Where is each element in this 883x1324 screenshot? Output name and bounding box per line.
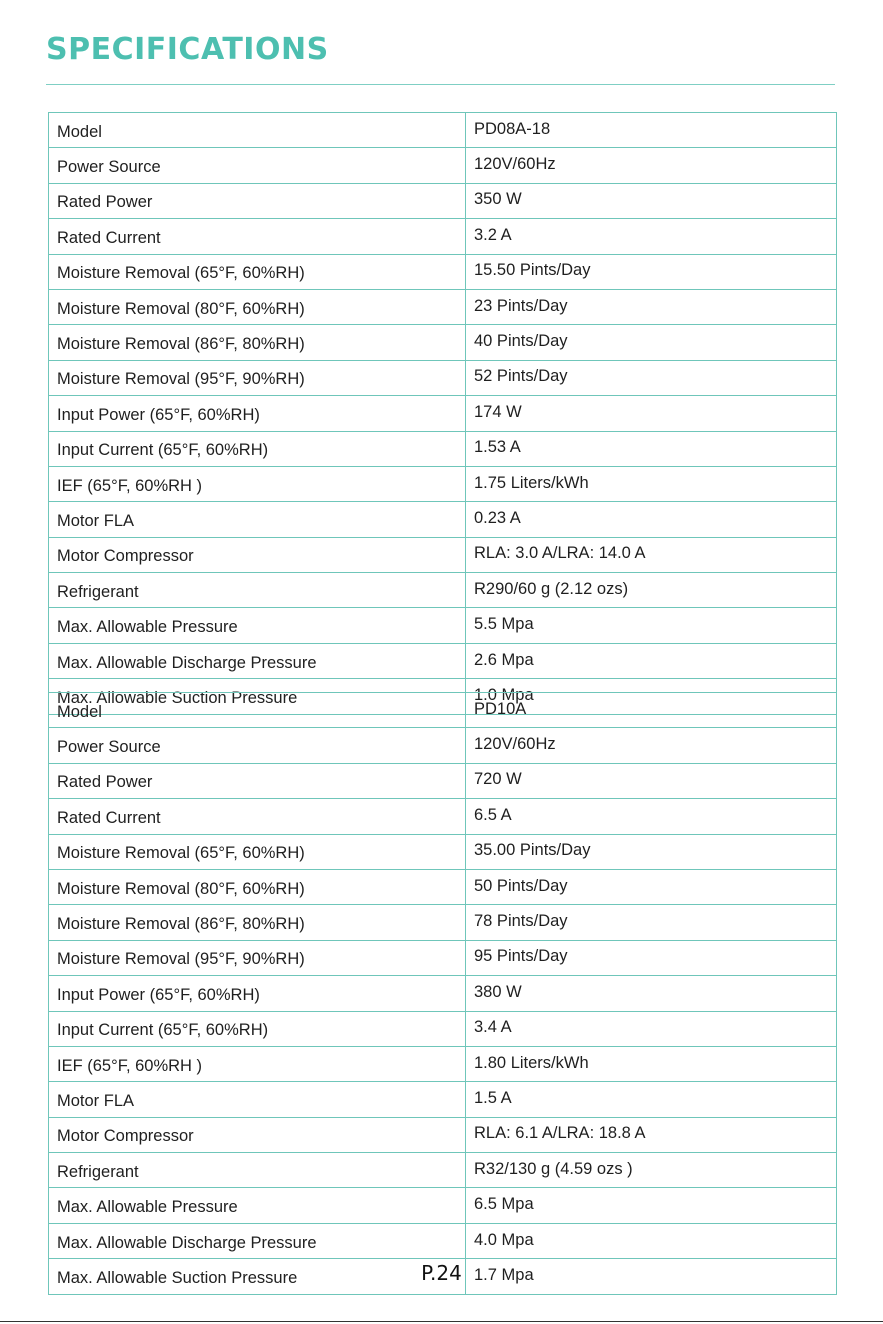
spec-label: Input Power (65°F, 60%RH): [49, 396, 466, 431]
spec-row: [49, 573, 837, 608]
spec-row: [49, 325, 837, 360]
spec-label: Input Current (65°F, 60%RH): [49, 1011, 466, 1046]
spec-row: [49, 254, 837, 289]
spec-label: IEF (65°F, 60%RH ): [49, 1046, 466, 1081]
spec-row: [49, 502, 837, 537]
spec-label: IEF (65°F, 60%RH ): [49, 466, 466, 501]
spec-row: [49, 728, 837, 763]
spec-row: [49, 289, 837, 324]
footer-divider: [0, 1321, 883, 1322]
spec-row: [49, 905, 837, 940]
spec-row: [49, 1046, 837, 1081]
spec-label: Max. Allowable Discharge Pressure: [49, 1223, 466, 1258]
spec-row: [49, 1117, 837, 1152]
spec-row: [49, 976, 837, 1011]
spec-label: Input Power (65°F, 60%RH): [49, 976, 466, 1011]
spec-row: [49, 466, 837, 501]
spec-row: [49, 219, 837, 254]
spec-table-pd10a: [48, 692, 837, 1295]
page-title: SPECIFICATIONS: [46, 32, 329, 67]
spec-label: Max. Allowable Pressure: [49, 1188, 466, 1223]
spec-label: Rated Power: [49, 763, 466, 798]
spec-label: Motor Compressor: [49, 1117, 466, 1152]
spec-label: Input Current (65°F, 60%RH): [49, 431, 466, 466]
spec-label: Model: [49, 693, 466, 728]
spec-row: [49, 148, 837, 183]
spec-label: Motor FLA: [49, 502, 466, 537]
spec-table-body: [49, 113, 837, 715]
spec-label: Rated Current: [49, 799, 466, 834]
spec-table-pd08a: [48, 112, 837, 715]
page-number: P.24: [421, 1261, 462, 1285]
spec-value: 5.5 Mpa: [466, 608, 837, 643]
spec-value: RLA: 6.1 A/LRA: 18.8 A: [466, 1117, 837, 1152]
spec-value: 78 Pints/Day: [466, 905, 837, 940]
spec-value: 15.50 Pints/Day: [466, 254, 837, 289]
spec-value: 95 Pints/Day: [466, 940, 837, 975]
title-divider: [46, 84, 835, 85]
spec-value: 120V/60Hz: [466, 148, 837, 183]
spec-value: RLA: 3.0 A/LRA: 14.0 A: [466, 537, 837, 572]
spec-label: Rated Power: [49, 183, 466, 218]
spec-label: Motor Compressor: [49, 537, 466, 572]
spec-label: Refrigerant: [49, 573, 466, 608]
spec-label: Max. Allowable Suction Pressure: [49, 1259, 466, 1294]
spec-value: 2.6 Mpa: [466, 643, 837, 678]
spec-value: 1.7 Mpa: [466, 1259, 837, 1294]
spec-row: [49, 183, 837, 218]
spec-label: Moisture Removal (86°F, 80%RH): [49, 905, 466, 940]
spec-label: Moisture Removal (86°F, 80%RH): [49, 325, 466, 360]
spec-label: Moisture Removal (95°F, 90%RH): [49, 940, 466, 975]
spec-value: R290/60 g (2.12 ozs): [466, 573, 837, 608]
spec-row: [49, 360, 837, 395]
spec-value: 1.0 Mpa: [466, 679, 837, 714]
spec-value: 720 W: [466, 763, 837, 798]
spec-label: Moisture Removal (95°F, 90%RH): [49, 360, 466, 395]
spec-label: Motor FLA: [49, 1082, 466, 1117]
spec-label: Power Source: [49, 728, 466, 763]
spec-label: Max. Allowable Pressure: [49, 608, 466, 643]
spec-value: 0.23 A: [466, 502, 837, 537]
spec-value: 1.5 A: [466, 1082, 837, 1117]
spec-value: 350 W: [466, 183, 837, 218]
spec-label: Moisture Removal (65°F, 60%RH): [49, 254, 466, 289]
spec-label: Refrigerant: [49, 1153, 466, 1188]
spec-value: 52 Pints/Day: [466, 360, 837, 395]
spec-value: 50 Pints/Day: [466, 869, 837, 904]
spec-value: 35.00 Pints/Day: [466, 834, 837, 869]
spec-label: Model: [49, 113, 466, 148]
spec-row: [49, 537, 837, 572]
spec-value: 380 W: [466, 976, 837, 1011]
spec-value: PD08A-18: [466, 113, 837, 148]
spec-label: Moisture Removal (65°F, 60%RH): [49, 834, 466, 869]
spec-row: [49, 113, 837, 148]
spec-label: Max. Allowable Discharge Pressure: [49, 643, 466, 678]
spec-value: 4.0 Mpa: [466, 1223, 837, 1258]
spec-row: [49, 396, 837, 431]
spec-value: 3.2 A: [466, 219, 837, 254]
spec-value: 3.4 A: [466, 1011, 837, 1046]
spec-row: [49, 1153, 837, 1188]
spec-row: [49, 834, 837, 869]
spec-row: [49, 1223, 837, 1258]
spec-table-body: [49, 693, 837, 1295]
spec-row: [49, 1011, 837, 1046]
spec-value: 1.80 Liters/kWh: [466, 1046, 837, 1081]
spec-value: PD10A: [466, 693, 837, 728]
spec-value: 40 Pints/Day: [466, 325, 837, 360]
spec-row: [49, 763, 837, 798]
spec-value: 120V/60Hz: [466, 728, 837, 763]
spec-value: 23 Pints/Day: [466, 289, 837, 324]
spec-label: Rated Current: [49, 219, 466, 254]
spec-value: 6.5 A: [466, 799, 837, 834]
spec-value: R32/130 g (4.59 ozs ): [466, 1153, 837, 1188]
spec-row: [49, 431, 837, 466]
spec-value: 1.75 Liters/kWh: [466, 466, 837, 501]
spec-row: [49, 643, 837, 678]
spec-row: [49, 693, 837, 728]
spec-label: Moisture Removal (80°F, 60%RH): [49, 289, 466, 324]
spec-label: Power Source: [49, 148, 466, 183]
spec-value: 1.53 A: [466, 431, 837, 466]
spec-label: Moisture Removal (80°F, 60%RH): [49, 869, 466, 904]
spec-row: [49, 1082, 837, 1117]
spec-value: 6.5 Mpa: [466, 1188, 837, 1223]
spec-row: [49, 869, 837, 904]
spec-row: [49, 940, 837, 975]
spec-row: [49, 799, 837, 834]
spec-row: [49, 608, 837, 643]
spec-row: [49, 1188, 837, 1223]
spec-label: Max. Allowable Suction Pressure: [49, 679, 466, 714]
spec-value: 174 W: [466, 396, 837, 431]
